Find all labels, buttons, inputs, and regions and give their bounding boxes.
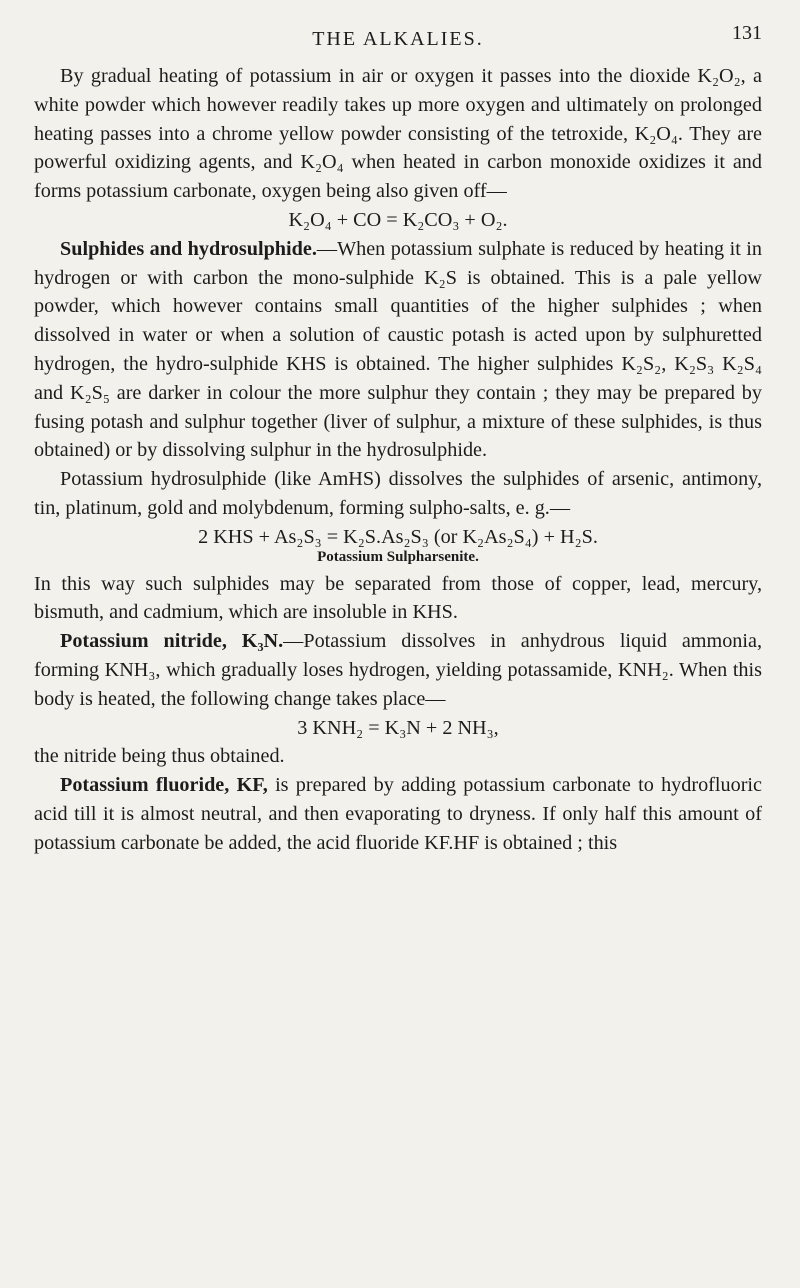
equation-sulpharsenite: 2 KHS + As₂S₃ = K₂S.As₂S₃ (or K₂As₂S₄) + H₂S. (198, 525, 598, 548)
paragraph-nitride (34, 627, 762, 713)
body-text (34, 62, 762, 858)
running-head: THE ALKALIES. (312, 28, 484, 50)
equation-nitride: 3 KNH₂ = K₃N + 2 NH₃, (297, 716, 499, 739)
section-heading-sulphides: Sulphides and hydrosulphide. (60, 237, 317, 260)
equation-tetroxide-reaction: K₂O₄ + CO = K₂CO₃ + O₂. (288, 208, 508, 231)
paragraph-separation: In this way such sulphides may be separated from those of copper, lead, mercury, bismuth, and cadmium, which are insoluble in KHS. (34, 572, 762, 624)
paragraph-fluoride-text: is prepared by adding potassium carbonate to hydrofluoric acid till it is almost neutral, and then evaporating to dryness. If only half this amount of potassium carbonate be added, the acid fluoride KF.HF is obtained ; this (34, 774, 762, 854)
paragraph-nitride-tail: the nitride being thus obtained. (34, 745, 285, 768)
paragraph-hydrosulphide: Potassium hydrosulphide (like AmHS) dissolves the sulphides of arsenic, antimony, tin, platinum, gold and molybdenum, forming sulpho-salts, e. g.— (34, 468, 762, 519)
paragraph-sulphides (34, 235, 762, 465)
section-heading-fluoride: Potassium fluoride, KF, (60, 774, 268, 797)
paragraph-dioxide: By gradual heating of potassium in air or oxygen it passes into the dioxide K₂O₂, a white powder which however readily takes up more oxygen and ultimately on prolonged heating passes into a chrome yellow powder consisting of the tetroxide, K₂O₄. They are powerful oxidizing agents, and K₂O₄ when heated in carbon monoxide oxidizes it and forms potassium carbonate, oxygen being also given off— (34, 65, 762, 203)
paragraph-sulphides-text: —When potassium sulphate is reduced by heating it in hydrogen or with carbon the mono-sulphide K₂S is obtained. This is a pale yellow powder, which however contains small quantities of the higher sulphides ; when dissolved in water or when a solution of caustic potash is acted upon by sulphuretted hydrogen, the hydro-sulphide KHS is obtained. The higher sulphides K₂S₂, K₂S₃ K₂S₄ and K₂S₅ are darker in colour the more sulphur they contain ; they may be prepared by fusing potash and sulphur together (liver of sulphur, a mixture of these sulphides, is thus obtained) or by dissolving sulphur in the hydrosulphide. (34, 237, 762, 462)
paragraph-fluoride (34, 771, 762, 857)
page-number: 131 (732, 22, 762, 44)
paragraph-nitride-text: —Potassium dissolves in anhydrous liquid ammonia, forming KNH₃, which gradually loses hydrogen, yielding potassamide, KNH₂. When this body is heated, the following change takes place— (34, 630, 762, 710)
section-heading-nitride: Potassium nitride, K₃N. (60, 630, 284, 653)
equation-label: Potassium Sulpharsenite. (317, 548, 479, 565)
page-header (34, 22, 762, 62)
